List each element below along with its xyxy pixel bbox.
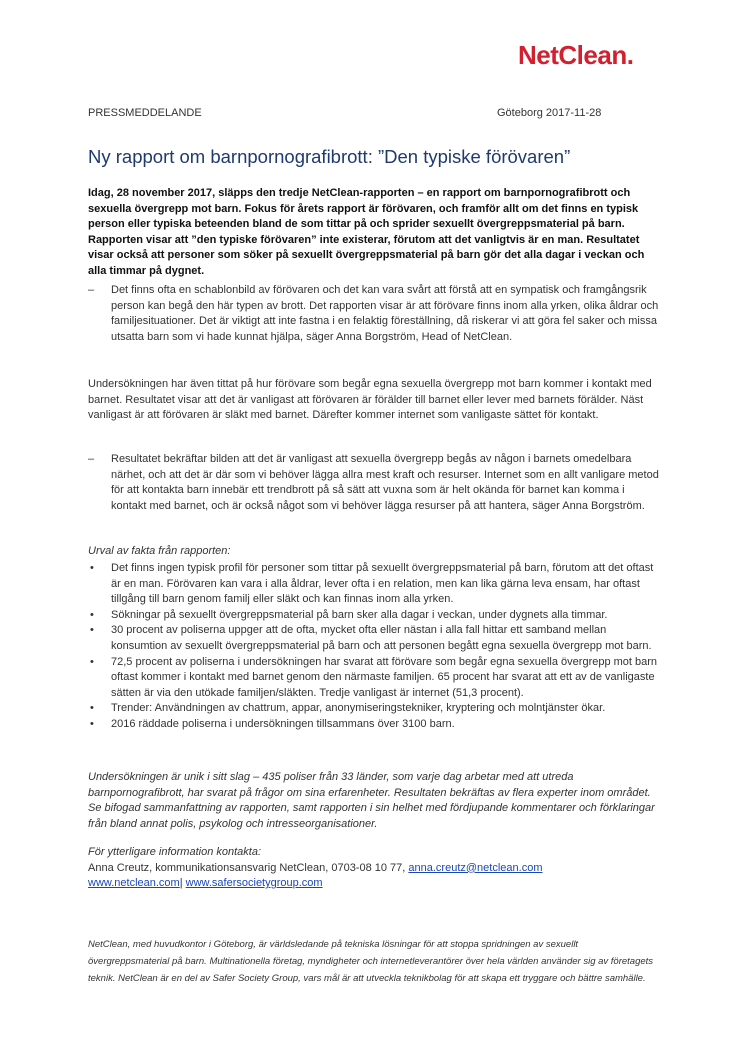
contact-line: [88, 861, 660, 877]
list-item: [88, 561, 660, 608]
safersociety-website-link[interactable]: www.safersocietygroup.com: [185, 877, 323, 890]
contact-person: Anna Creutz, kommunikationsansvarig NetClean, 0703-08 10 77,: [88, 861, 409, 874]
contact-block: [88, 845, 660, 892]
press-release-label: PRESSMEDDELANDE: [88, 107, 202, 119]
quote-text: Resultatet bekräftar bilden att det är vanligast att sexuella övergrepp begås av någon i barnets omedelbara närhet, och att det är där som vi behöver lägga allra mest kraft och resurser. Internet som en allt vanligare metod för att kontakta barn innebär ett trendbrott på så sätt att vuxna som är helt okända för barnet kan komma i kontakt med barnet, och är också något som vi behöver lägga resurser på att hantera, säger Anna Borgström.: [111, 453, 659, 512]
bullet: •: [90, 624, 94, 637]
body-paragraph-contact: Undersökningen har även tittat på hur förövare som begår egna sexuella övergrepp mot barn kommer i kontakt med barnet. Resultatet visar att det är vanligast att förövaren är förälder till barnet eller lever med barnets förälder. Näst vanligast är att förövaren är släkt med barnet. Därefter kommer internet som vanligaste sättet för kontakt.: [88, 378, 652, 422]
email-link[interactable]: anna.creutz@netclean.com: [408, 861, 543, 874]
facts-heading: Urval av fakta från rapporten:: [88, 545, 231, 557]
bullet: •: [90, 717, 94, 730]
facts-list: [88, 561, 660, 733]
list-item: [88, 623, 660, 654]
list-item: [88, 655, 660, 702]
lead-paragraph: Idag, 28 november 2017, släpps den tredje NetClean-rapporten – en rapport om barnpornografibrott och sexuella övergrepp mot barn. Fokus för årets rapport är förövaren, och framför allt om det finns en typisk person eller typiska beteenden bland de som tittar på och sprider sexuellt övergreppsmaterial på barn. Rapporten visar att ”den typiske förövaren” inte existerar, förutom att det vanligtvis är en man. Resultatet visar också att personer som söker på sexuellt övergreppsmaterial på barn gör det alla dagar i veckan och alla timmar på dygnet.: [88, 187, 645, 277]
page-title: Ny rapport om barnpornografibrott: ”Den typiske förövaren”: [88, 146, 571, 167]
date-location: Göteborg 2017-11-28: [497, 107, 602, 119]
quote-dash: –: [88, 453, 95, 465]
bullet: •: [90, 608, 94, 621]
list-item: [88, 608, 660, 624]
bullet: •: [90, 702, 94, 715]
bullet: •: [90, 655, 94, 668]
company-boilerplate: NetClean, med huvudkontor i Göteborg, är världsledande på tekniska lösningar för att stoppa spridningen av sexuellt övergreppsmaterial på barn. Multinationella företag, myndigheter och internetleverantörer över hela världen använder sig av företagets teknik. NetClean är en del av Safer Society Group, vars mål är att utveckla teknikbolag för att skapa ett tryggare och bättre samhälle.: [88, 939, 654, 984]
quote-borgstrom-2: [88, 452, 660, 514]
website-line: [88, 876, 660, 892]
list-item: [88, 701, 660, 717]
list-item-text: 72,5 procent av poliserna i undersökningen har svarat att förövare som begår egna sexuella övergrepp mot barn oftast kommer i kontakt med barnet genom den närmaste familjen. 65 procent har svarat att ett av de vanligaste sätten är via den utökade familjen/släkten. Tredje vanligast är internet (51,3 procent).: [111, 655, 658, 699]
survey-paragraph: Undersökningen är unik i sitt slag – 435 poliser från 33 länder, som varje dag arbetar med att utreda barnpornografibrott, har svarat på frågor om sina erfarenheter. Resultaten bekräftas av flera experter inom området. Se bifogad sammanfattning av rapporten, samt rapporten i sin helhet med fördjupande kommentarer och förklaringar från bland annat polis, psykolog och intresseorganisationer.: [88, 771, 655, 830]
list-item-text: 2016 räddade poliserna i undersökningen tillsammans över 3100 barn.: [111, 717, 455, 730]
list-item: [88, 717, 660, 733]
quote-borgstrom-1: [88, 283, 660, 345]
quote-dash: –: [88, 284, 95, 296]
contact-heading: För ytterligare information kontakta:: [88, 846, 262, 858]
bullet: •: [90, 562, 94, 574]
netclean-website-link[interactable]: www.netclean.com: [88, 877, 180, 890]
link-separator: |: [179, 877, 186, 890]
list-item-text: Sökningar på sexuellt övergreppsmaterial på barn sker alla dagar i veckan, under dygnets alla timmar.: [111, 608, 608, 621]
list-item-text: Det finns ingen typisk profil för personer som tittar på sexuellt övergreppsmaterial på barn, förutom att det oftast är en man. Förövaren kan vara i alla åldrar, lever ofta i en relation, men kan lika gärna leva ensam, har oftast tillgång till barn genom familj eller släkt och kan finnas inom alla yrken.: [111, 562, 654, 606]
list-item-text: 30 procent av poliserna uppger att de ofta, mycket ofta eller nästan i alla fall hittar ett samband mellan konsumtion av sexuellt övergreppsmaterial på barn och att personen begått egna sexuella övergrepp mot barn.: [111, 624, 652, 652]
list-item-text: Trender: Användningen av chattrum, appar, anonymiseringstekniker, kryptering och molntjänster ökar.: [111, 702, 606, 715]
quote-text: Det finns ofta en schablonbild av förövaren och det kan vara svårt att förstå att en sympatisk och framgångsrik person kan begå den här typen av brott. Det rapporten visar är att förövare finns inom alla yrken, olika åldrar och familjesituationer. Det är viktigt att inte fastna i en felaktig föreställning, då riskerar vi att göra fel saker och missa utsatta barn som vi hade kunnat hjälpa, säger Anna Borgström, Head of NetClean.: [111, 284, 659, 343]
netclean-logo: NetClean.: [518, 40, 634, 70]
